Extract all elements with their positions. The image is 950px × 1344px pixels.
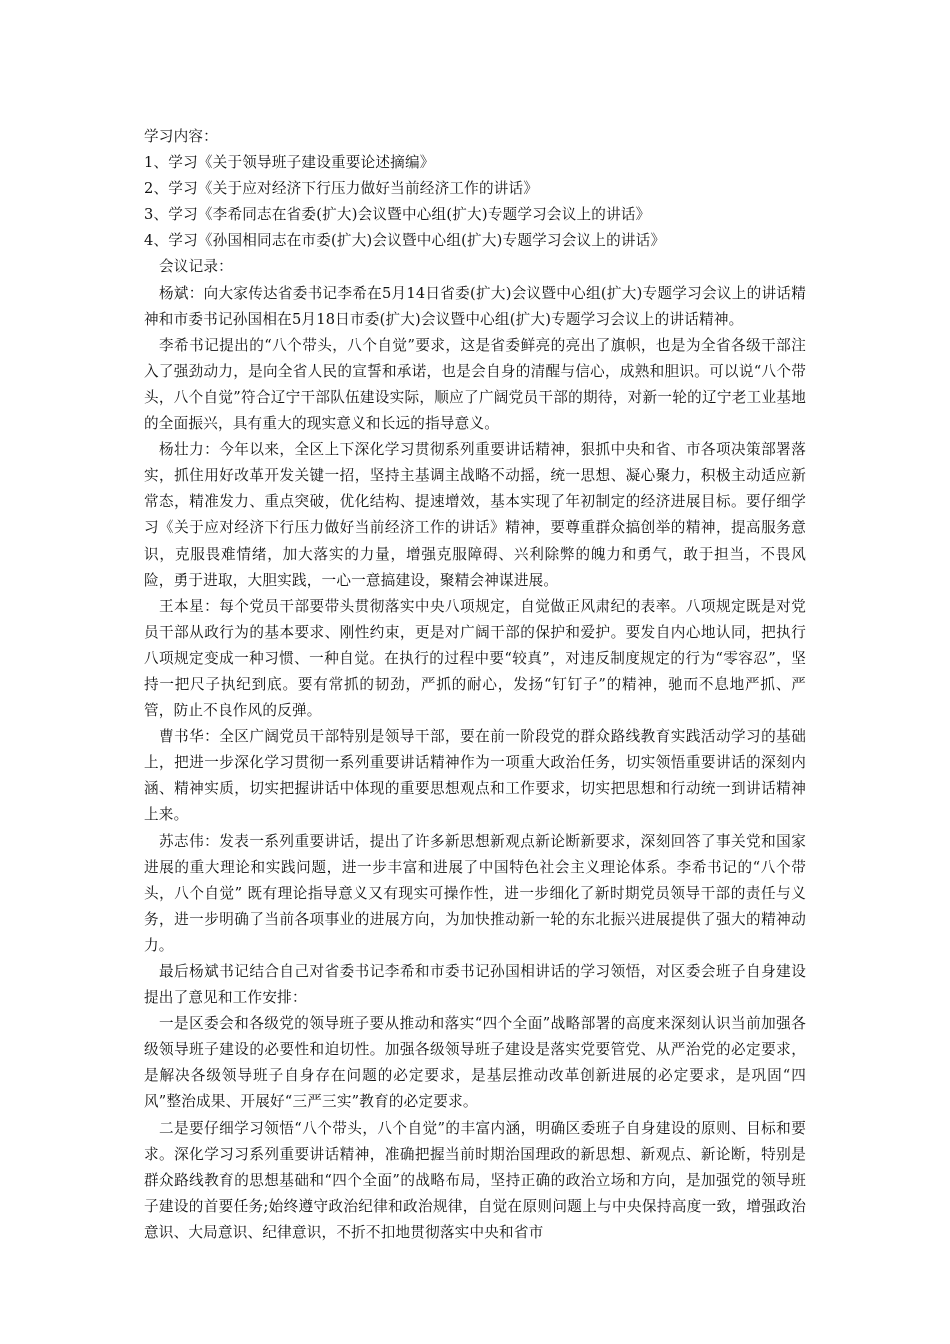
paragraph: 最后杨斌书记结合自己对省委书记李希和市委书记孙国相讲话的学习领悟，对区委会班子自身建设提出了意见和工作安排： <box>144 963 806 1007</box>
paragraph: 曹书华：全区广阔党员干部特别是领导干部，要在前一阶段党的群众路线教育实践活动学习的基础上，把进一步深化学习贯彻一系列重要讲话精神作为一项重大政治任务，切实领悟重要讲话的深刻内涵、精神实质，切实把握讲话中体现的重要思想观点和工作要求，切实把思想和行动统一到讲话精神上来。 <box>144 728 806 824</box>
paragraph: 苏志伟：发表一系列重要讲话，提出了许多新思想新观点新论断新要求，深刻回答了事关党和国家进展的重大理论和实践问题，进一步丰富和进展了中国特色社会主义理论体系。李希书记的“八个带头，八个自觉” 既有理论指导意义又有现实可操作性，进一步细化了新时期党员领导干部的责任与义务，进一步明确了当前各项事业的进展方向，为加快推动新一轮的东北振兴进展提供了强大的精神动力。 <box>144 832 806 954</box>
record-heading: 会议记录： <box>159 258 233 276</box>
paragraph: 杨壮力：今年以来，全区上下深化学习贯彻系列重要讲话精神，狠抓中央和省、市各项决策部署落实，抓住用好改革开发关键一招，坚持主基调主战略不动摇，统一思想、凝心聚力，积极主动适应新常态，精准发力、重点突破，优化结构、提速增效，基本实现了年初制定的经济进展目标。要仔细学习《关于应对经济下行压力做好当前经济工作的讲话》精神，要尊重群众搞创举的精神，提高服务意识，克服畏难情绪，加大落实的力量，增强克服障碍、兴利除弊的魄力和勇气，敢于担当，不畏风险，勇于进取，大胆实践，一心一意搞建设，聚精会神谋进展。 <box>144 441 806 589</box>
paragraph: 李希书记提出的“八个带头，八个自觉”要求，这是省委鲜亮的亮出了旗帜，也是为全省各级干部注入了强劲动力，是向全省人民的宣誓和承诺，也是会自身的清醒与信心，成熟和胆识。可以说“八个带头，八个自觉”符合辽宁干部队伍建设实际，顺应了广阔党员干部的期待，对新一轮的辽宁老工业基地的全面振兴，具有重大的现实意义和长远的指导意义。 <box>144 336 806 433</box>
study-item: 2、学习《关于应对经济下行压力做好当前经济工作的讲话》 <box>144 180 539 198</box>
paragraph: 一是区委会和各级党的领导班子要从推动和落实“四个全面”战略部署的高度来深刻认识当前加强各级领导班子建设的必要性和迫切性。加强各级领导班子建设是落实党要管党、从严治党的必定要求，是解决各级领导班子自身存在问题的必定要求，是基层推动改革创新进展的必定要求，是巩固“四风”整治成果、开展好“三严三实”教育的必定要求。 <box>144 1015 806 1111</box>
study-item: 4、学习《孙国相同志在市委(扩大)会议暨中心组(扩大)专题学习会议上的讲话》 <box>144 232 666 250</box>
paragraph: 二是要仔细学习领悟“八个带头，八个自觉”的丰富内涵，明确区委班子自身建设的原则、目标和要求。深化学习习系列重要讲话精神，准确把握当前时期治国理政的新思想、新观点、新论断，特别是群众路线教育的思想基础和“四个全面”的战略布局，坚持正确的政治立场和方向，是加强党的领导班子建设的首要任务;始终遵守政治纪律和政治规律，自觉在原则问题上与中央保持高度一致，增强政治意识、大局意识、纪律意识，不折不扣地贯彻落实中央和省市 <box>144 1119 806 1241</box>
paragraph: 杨斌：向大家传达省委书记李希在5月14日省委(扩大)会议暨中心组(扩大)专题学习会议上的讲话精神和市委书记孙国相在5月18日市委(扩大)会议暨中心组(扩大)专题学习会议上的讲话精神。 <box>144 284 806 328</box>
document-page <box>144 124 806 1246</box>
study-item: 1、学习《关于领导班子建设重要论述摘编》 <box>144 154 435 172</box>
paragraph: 王本星：每个党员干部要带头贯彻落实中央八项规定，自觉做正风肃纪的表率。八项规定既是对党员干部从政行为的基本要求、刚性约束，更是对广阔干部的保护和爱护。要发自内心地认同，把执行八项规定变成一种习惯、一种自觉。在执行的过程中要“较真”，对违反制度规定的行为“零容忍”，坚持一把尺子执纪到底。要有常抓的韧劲，严抓的耐心，发扬“钉钉子”的精神，驰而不息地严抓、严管，防止不良作风的反弹。 <box>144 597 806 720</box>
study-item: 3、学习《李希同志在省委(扩大)会议暨中心组(扩大)专题学习会议上的讲话》 <box>144 206 651 224</box>
study-heading: 学习内容： <box>144 128 218 145</box>
